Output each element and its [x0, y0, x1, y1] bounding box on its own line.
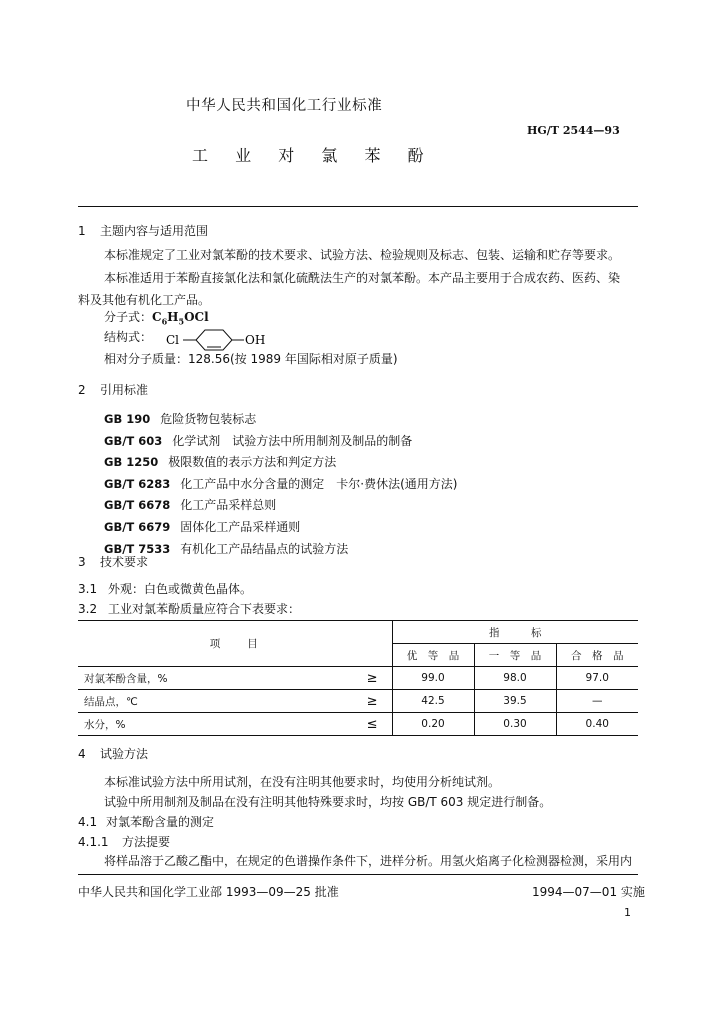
structure-cl-label: Cl: [166, 333, 180, 347]
row-value: 98.0: [474, 667, 556, 690]
s1-paragraph-1: 本标准规定了工业对氯苯酚的技术要求、试验方法、检验规则及标志、包装、运输和贮存等要求。: [104, 248, 621, 262]
molecular-formula: 分子式：$C_6H_5OCl$: [104, 310, 209, 327]
grade-header: 合 格 品: [556, 644, 638, 667]
row-item: 水分，%: [78, 713, 308, 736]
footer-divider: [78, 874, 638, 875]
section-4-heading: 4 试验方法: [78, 747, 149, 761]
row-value: 99.0: [392, 667, 474, 690]
s4-paragraph-2: 试验中所用制剂及制品在没有注明其他特殊要求时，均按 GB/T 603 规定进行制备。: [104, 795, 552, 809]
clause-4-1-1: 4.1.1 方法提要: [78, 835, 171, 849]
title-char: 业: [235, 146, 252, 165]
row-value: 42.5: [392, 690, 474, 713]
header-divider: [78, 206, 638, 207]
benzene-ring-diagram: [166, 326, 276, 352]
quality-spec-table: [78, 620, 638, 736]
title-char: 工: [192, 146, 209, 165]
row-value: 0.40: [556, 713, 638, 736]
row-operator: ≥: [308, 667, 392, 690]
approval-line: 中华人民共和国化学工业部 1993—09—25 批准: [78, 885, 339, 899]
s1-paragraph-2b: 料及其他有机化工产品。: [78, 293, 211, 307]
reference-item: GB/T 6679 固体化工产品采样通则: [104, 519, 301, 534]
grade-header: 一 等 品: [474, 644, 556, 667]
row-value: 0.20: [392, 713, 474, 736]
molecular-weight: 相对分子质量：128.56(按 1989 年国际相对原子质量): [104, 352, 398, 366]
table-row: [78, 667, 638, 690]
item-header: 项 目: [78, 621, 392, 667]
section-1-heading: 1 主题内容与适用范围: [78, 224, 209, 238]
reference-item: GB/T 7533 有机化工产品结晶点的试验方法: [104, 541, 349, 556]
row-value: 97.0: [556, 667, 638, 690]
row-operator: ≥: [308, 690, 392, 713]
reference-item: GB 190 危险货物包装标志: [104, 412, 257, 426]
structure-oh-label: OH: [245, 333, 266, 347]
s4-paragraph-3: 将样品溶于乙酸乙酯中，在规定的色谱操作条件下，进样分析。用氢火焰离子化检测器检测，采用内: [104, 854, 633, 868]
table-header-row: [78, 621, 638, 644]
section-2-heading: 2 引用标准: [78, 383, 149, 397]
row-value: —: [556, 690, 638, 713]
reference-item: GB/T 603 化学试剂 试验方法中所用制剂及制品的制备: [104, 433, 413, 448]
row-item: 结晶点，℃: [78, 690, 308, 713]
row-value: 0.30: [474, 713, 556, 736]
standard-code: HG/T 2544—93: [527, 124, 620, 137]
clause-3-1: 3.1 外观：白色或微黄色晶体。: [78, 582, 253, 596]
section-3-heading: 3 技术要求: [78, 555, 149, 569]
document-title: [192, 143, 446, 166]
row-item: 对氯苯酚含量，%: [78, 667, 308, 690]
implementation-date: 1994—07—01 实施: [532, 885, 645, 899]
row-operator: ≤: [308, 713, 392, 736]
reference-item: GB/T 6678 化工产品采样总则: [104, 498, 277, 513]
title-char: 酚: [407, 146, 424, 165]
reference-list: [104, 408, 457, 559]
structure-label: 结构式：: [104, 330, 153, 344]
reference-item: GB 1250 极限数值的表示方法和判定方法: [104, 455, 337, 470]
clause-4-1: 4.1 对氯苯酚含量的测定: [78, 815, 215, 829]
grade-header: 优 等 品: [392, 644, 474, 667]
row-value: 39.5: [474, 690, 556, 713]
index-header: 指 标: [392, 621, 638, 644]
page-number: 1: [624, 906, 631, 919]
reference-item: GB/T 6283 化工产品中水分含量的测定 卡尔·费休法(通用方法): [104, 476, 458, 491]
table-row: [78, 690, 638, 713]
title-char: 氯: [321, 146, 338, 165]
title-char: 苯: [364, 146, 381, 165]
clause-3-2: 3.2 工业对氯苯酚质量应符合下表要求：: [78, 602, 301, 616]
table-row: [78, 713, 638, 736]
standard-organization: 中华人民共和国化工行业标准: [186, 98, 383, 114]
s1-paragraph-2a: 本标准适用于苯酚直接氯化法和氯化硫酰法生产的对氯苯酚。本产品主要用于合成农药、医药、染: [104, 271, 621, 285]
title-char: 对: [278, 146, 295, 165]
s4-paragraph-1: 本标准试验方法中所用试剂，在没有注明其他要求时，均使用分析纯试剂。: [104, 775, 501, 789]
